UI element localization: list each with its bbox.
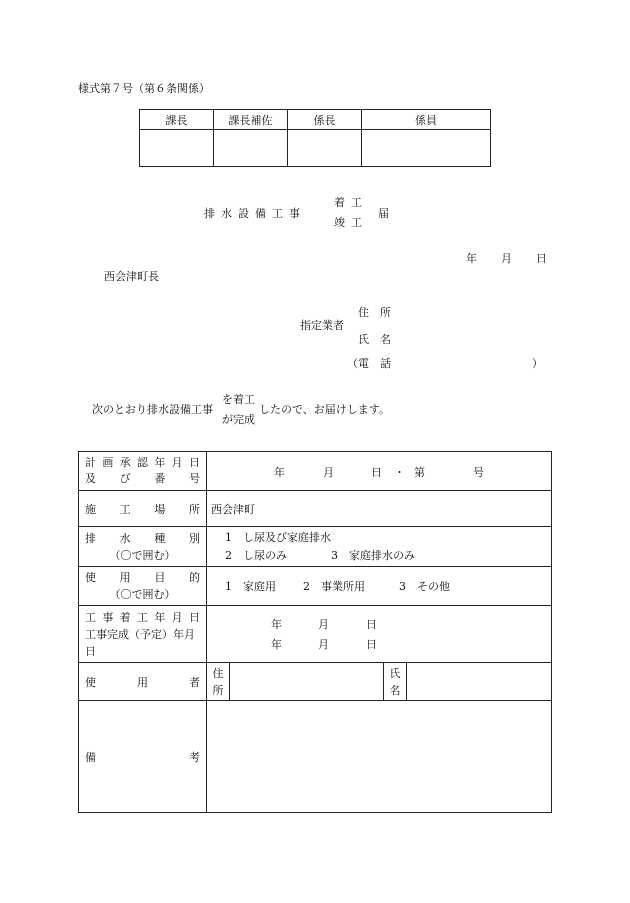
approval-stamp-box[interactable]	[140, 130, 214, 167]
approval-stamp-box[interactable]	[214, 130, 288, 167]
approval-stamp-box[interactable]	[362, 130, 491, 167]
drainage-option-3[interactable]: 3 家庭排水のみ	[331, 549, 415, 562]
title-main: 排水設備工事	[204, 207, 306, 220]
site-label: 施 工 場 所	[79, 491, 207, 527]
statement-suffix: したので、お届けします。	[259, 403, 390, 416]
drainage-options[interactable]	[207, 527, 552, 567]
approval-stamp-box[interactable]	[288, 130, 362, 167]
form-number: 様式第７号（第６条関係）	[78, 82, 210, 95]
row-construction-dates	[79, 606, 552, 663]
purpose-option-3[interactable]: 3 その他	[399, 580, 450, 593]
statement-option-complete: が完成	[222, 413, 255, 426]
row-purpose	[79, 567, 552, 606]
row-site	[79, 491, 552, 527]
title-option-complete: 竣工	[334, 216, 368, 229]
dates-value[interactable]: 年 月 日 年 月 日	[207, 606, 552, 663]
dates-label: 工 事 着 工 年 月 日 工事完成（予定）年月 日	[79, 606, 207, 663]
applicant-label: 指定業者	[300, 319, 344, 332]
remarks-value[interactable]	[207, 701, 552, 813]
statement-prefix: 次のとおり排水設備工事	[92, 403, 213, 416]
approval-header: 係長	[288, 110, 362, 130]
approval-header: 係員	[362, 110, 491, 130]
statement-option-start: を着工	[222, 393, 255, 406]
title-suffix: 届	[378, 207, 389, 220]
user-address-label: 住 所	[207, 663, 230, 701]
user-label: 使 用 者	[79, 663, 207, 701]
application-table	[78, 451, 552, 813]
plan-label-line2: 及 び 番 号	[85, 472, 200, 485]
drainage-label: 排 水 種 別 （〇で囲む）	[79, 527, 207, 567]
remarks-label: 備 考	[79, 701, 207, 813]
plan-label-line1: 計 画 承 認 年 月 日	[85, 456, 200, 469]
site-value[interactable]: 西会津町	[207, 491, 552, 527]
purpose-option-2[interactable]: 2 事業所用	[303, 580, 365, 593]
date-month: 月	[501, 252, 512, 265]
date-day: 日	[536, 252, 547, 265]
row-drainage-type	[79, 527, 552, 567]
row-remarks	[79, 701, 552, 813]
applicant-address-label: 住 所	[358, 306, 391, 319]
purpose-options[interactable]	[207, 567, 552, 606]
applicant-phone-close: ）	[532, 357, 543, 370]
applicant-phone-open: （電 話	[347, 357, 391, 370]
recipient: 西会津町長	[104, 270, 159, 283]
approval-stamp-table	[139, 109, 491, 167]
approval-header: 課長	[140, 110, 214, 130]
user-name-value[interactable]	[407, 663, 552, 701]
row-user	[79, 663, 552, 701]
plan-value[interactable]: 年 月 日 ・ 第 号	[207, 452, 552, 491]
plan-label	[79, 452, 207, 491]
drainage-option-1[interactable]: 1 し尿及び家庭排水	[225, 531, 331, 544]
title-option-start: 着工	[334, 196, 368, 209]
applicant-name-label: 氏 名	[358, 333, 391, 346]
approval-header: 課長補佐	[214, 110, 288, 130]
user-address-value[interactable]	[230, 663, 384, 701]
drainage-option-2[interactable]: 2 し尿のみ	[225, 549, 287, 562]
purpose-option-1[interactable]: 1 家庭用	[225, 580, 276, 593]
row-plan-approval	[79, 452, 552, 491]
purpose-label: 使 用 目 的 （〇で囲む）	[79, 567, 207, 606]
date-year: 年	[466, 252, 477, 265]
user-name-label: 氏 名	[384, 663, 407, 701]
